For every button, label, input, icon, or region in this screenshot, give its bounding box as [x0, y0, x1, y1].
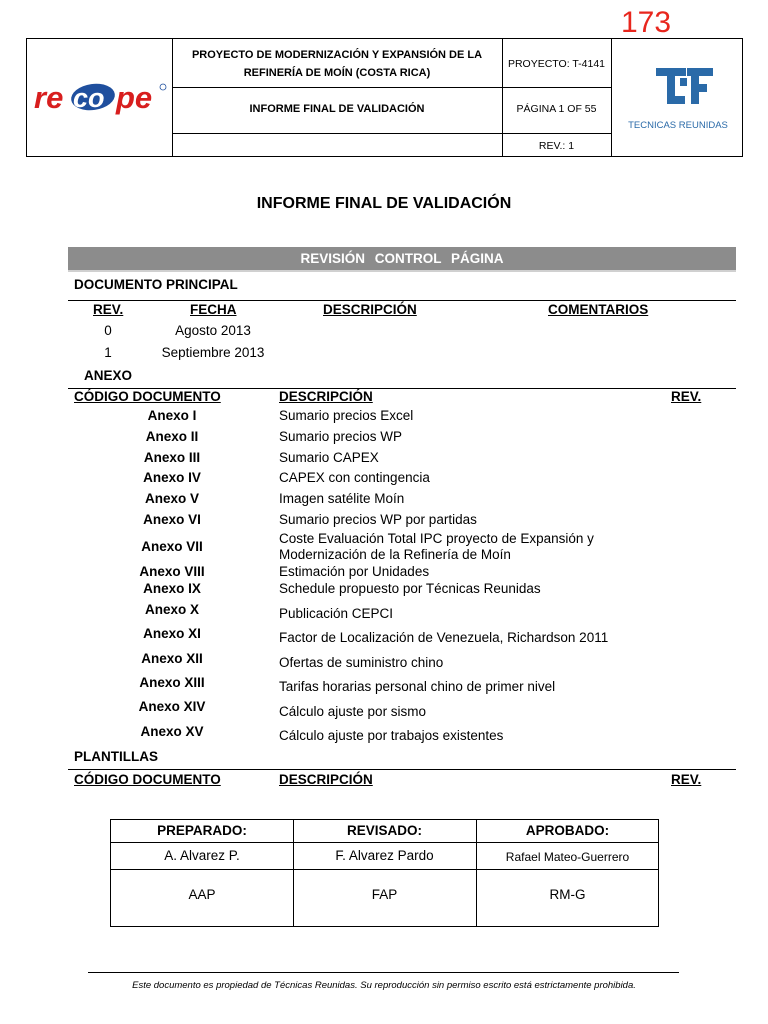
- svg-text:co: co: [73, 83, 105, 113]
- annex-desc: Sumario precios Excel: [279, 408, 414, 423]
- annex-code: Anexo XV: [140, 724, 204, 739]
- annex-heading: ANEXO: [84, 368, 133, 383]
- sig-initials-reviewed: FAP: [371, 887, 398, 902]
- col-descripcion: DESCRIPCIÓN: [279, 772, 373, 787]
- annex-code: Anexo III: [143, 450, 201, 465]
- annex-desc: Modernización de la Refinería de Moín: [279, 547, 511, 562]
- col-comentarios: COMENTARIOS: [548, 302, 649, 317]
- col-fecha: FECHA: [190, 302, 237, 317]
- annex-desc: Coste Evaluación Total IPC proyecto de Expansión y: [279, 531, 594, 546]
- annex-desc: CAPEX con contingencia: [279, 470, 430, 485]
- recope-logo: [34, 78, 170, 118]
- sig-initials-approved: RM-G: [549, 887, 586, 902]
- divider: [68, 300, 736, 301]
- annex-code: Anexo XIV: [138, 699, 206, 714]
- table-row-rev: 1: [104, 345, 112, 360]
- table-row-rev: 0: [104, 323, 112, 338]
- col-descripcion: DESCRIPCIÓN: [323, 302, 417, 317]
- annex-desc: Schedule propuesto por Técnicas Reunidas: [279, 581, 541, 596]
- annex-desc: Sumario precios WP: [279, 429, 403, 444]
- sig-name-prepared: A. Alvarez P.: [164, 848, 240, 863]
- annex-desc: Factor de Localización de Venezuela, Richardson 2011: [279, 630, 609, 645]
- page-info: PÁGINA 1 OF 55: [516, 103, 597, 115]
- sig-name-reviewed: F. Alvarez Pardo: [335, 848, 434, 863]
- project-title: PROYECTO DE MODERNIZACIÓN Y EXPANSIÓN DE LA REFINERÍA DE MOÍN (COSTA RICA): [191, 49, 483, 79]
- annex-desc: Publicación CEPCI: [279, 606, 394, 621]
- annex-desc: Imagen satélite Moín: [279, 491, 405, 506]
- annex-code: Anexo IX: [143, 581, 201, 596]
- sig-initials-prepared: AAP: [188, 887, 216, 902]
- annex-code: Anexo VII: [141, 539, 203, 554]
- col-rev: REV.: [671, 389, 702, 404]
- footer-divider: [88, 972, 679, 973]
- annex-desc: Ofertas de suministro chino: [279, 655, 444, 670]
- sig-name-approved: Rafael Mateo-Guerrero: [505, 850, 630, 864]
- annex-code: Anexo XII: [141, 651, 203, 666]
- annex-desc: Tarifas horarias personal chino de primer nivel: [279, 679, 556, 694]
- annex-desc: Sumario CAPEX: [279, 450, 379, 465]
- col-rev: REV.: [93, 302, 124, 317]
- annex-desc: Cálculo ajuste por sismo: [279, 704, 427, 719]
- col-descripcion: DESCRIPCIÓN: [279, 389, 373, 404]
- annex-code: Anexo II: [145, 429, 199, 444]
- revision-info: REV.: 1: [538, 140, 575, 152]
- table-row-date: Septiembre 2013: [161, 345, 265, 360]
- annex-code: Anexo I: [147, 408, 197, 423]
- table-row-date: Agosto 2013: [175, 323, 251, 338]
- sig-header-reviewed: REVISADO:: [346, 823, 422, 838]
- annex-code: Anexo X: [144, 602, 199, 617]
- project-code: PROYECTO: T-4141: [507, 58, 606, 70]
- col-rev: REV.: [671, 772, 702, 787]
- signatures-table: [110, 819, 659, 927]
- main-doc-heading: DOCUMENTO PRINCIPAL: [74, 277, 238, 292]
- sig-header-approved: APROBADO:: [525, 823, 610, 838]
- annex-code: Anexo XIII: [139, 675, 205, 690]
- document-title: INFORME FINAL DE VALIDACIÓN: [256, 195, 512, 212]
- page-number: 173: [621, 6, 672, 39]
- annex-code: Anexo V: [144, 491, 199, 506]
- svg-text:re: re: [34, 80, 64, 115]
- annex-code: Anexo VIII: [139, 564, 205, 579]
- col-codigo: CÓDIGO DOCUMENTO: [74, 389, 221, 404]
- report-title: INFORME FINAL DE VALIDACIÓN: [249, 103, 425, 115]
- svg-text:pe: pe: [116, 80, 153, 115]
- col-codigo: CÓDIGO DOCUMENTO: [74, 772, 221, 787]
- divider: [68, 769, 736, 770]
- annex-code: Anexo IV: [143, 470, 201, 485]
- annex-desc: Estimación por Unidades: [279, 564, 430, 579]
- annex-code: Anexo XI: [143, 626, 201, 641]
- sig-header-prepared: PREPARADO:: [157, 823, 247, 838]
- annex-desc: Sumario precios WP por partidas: [279, 512, 477, 527]
- tecnicas-reunidas-logo: [620, 62, 736, 134]
- footer-notice: Este documento es propiedad de Técnicas Reunidas. Su reproducción sin permiso escrito está estrictamente prohibida.: [132, 980, 636, 991]
- annex-desc: Cálculo ajuste por trabajos existentes: [279, 728, 504, 743]
- revision-control-bar: REVISIÓN CONTROL PÁGINA: [68, 247, 736, 272]
- templates-heading: PLANTILLAS: [74, 749, 158, 764]
- tr-logo-text: TECNICAS REUNIDAS: [628, 120, 728, 131]
- annex-code: Anexo VI: [143, 512, 201, 527]
